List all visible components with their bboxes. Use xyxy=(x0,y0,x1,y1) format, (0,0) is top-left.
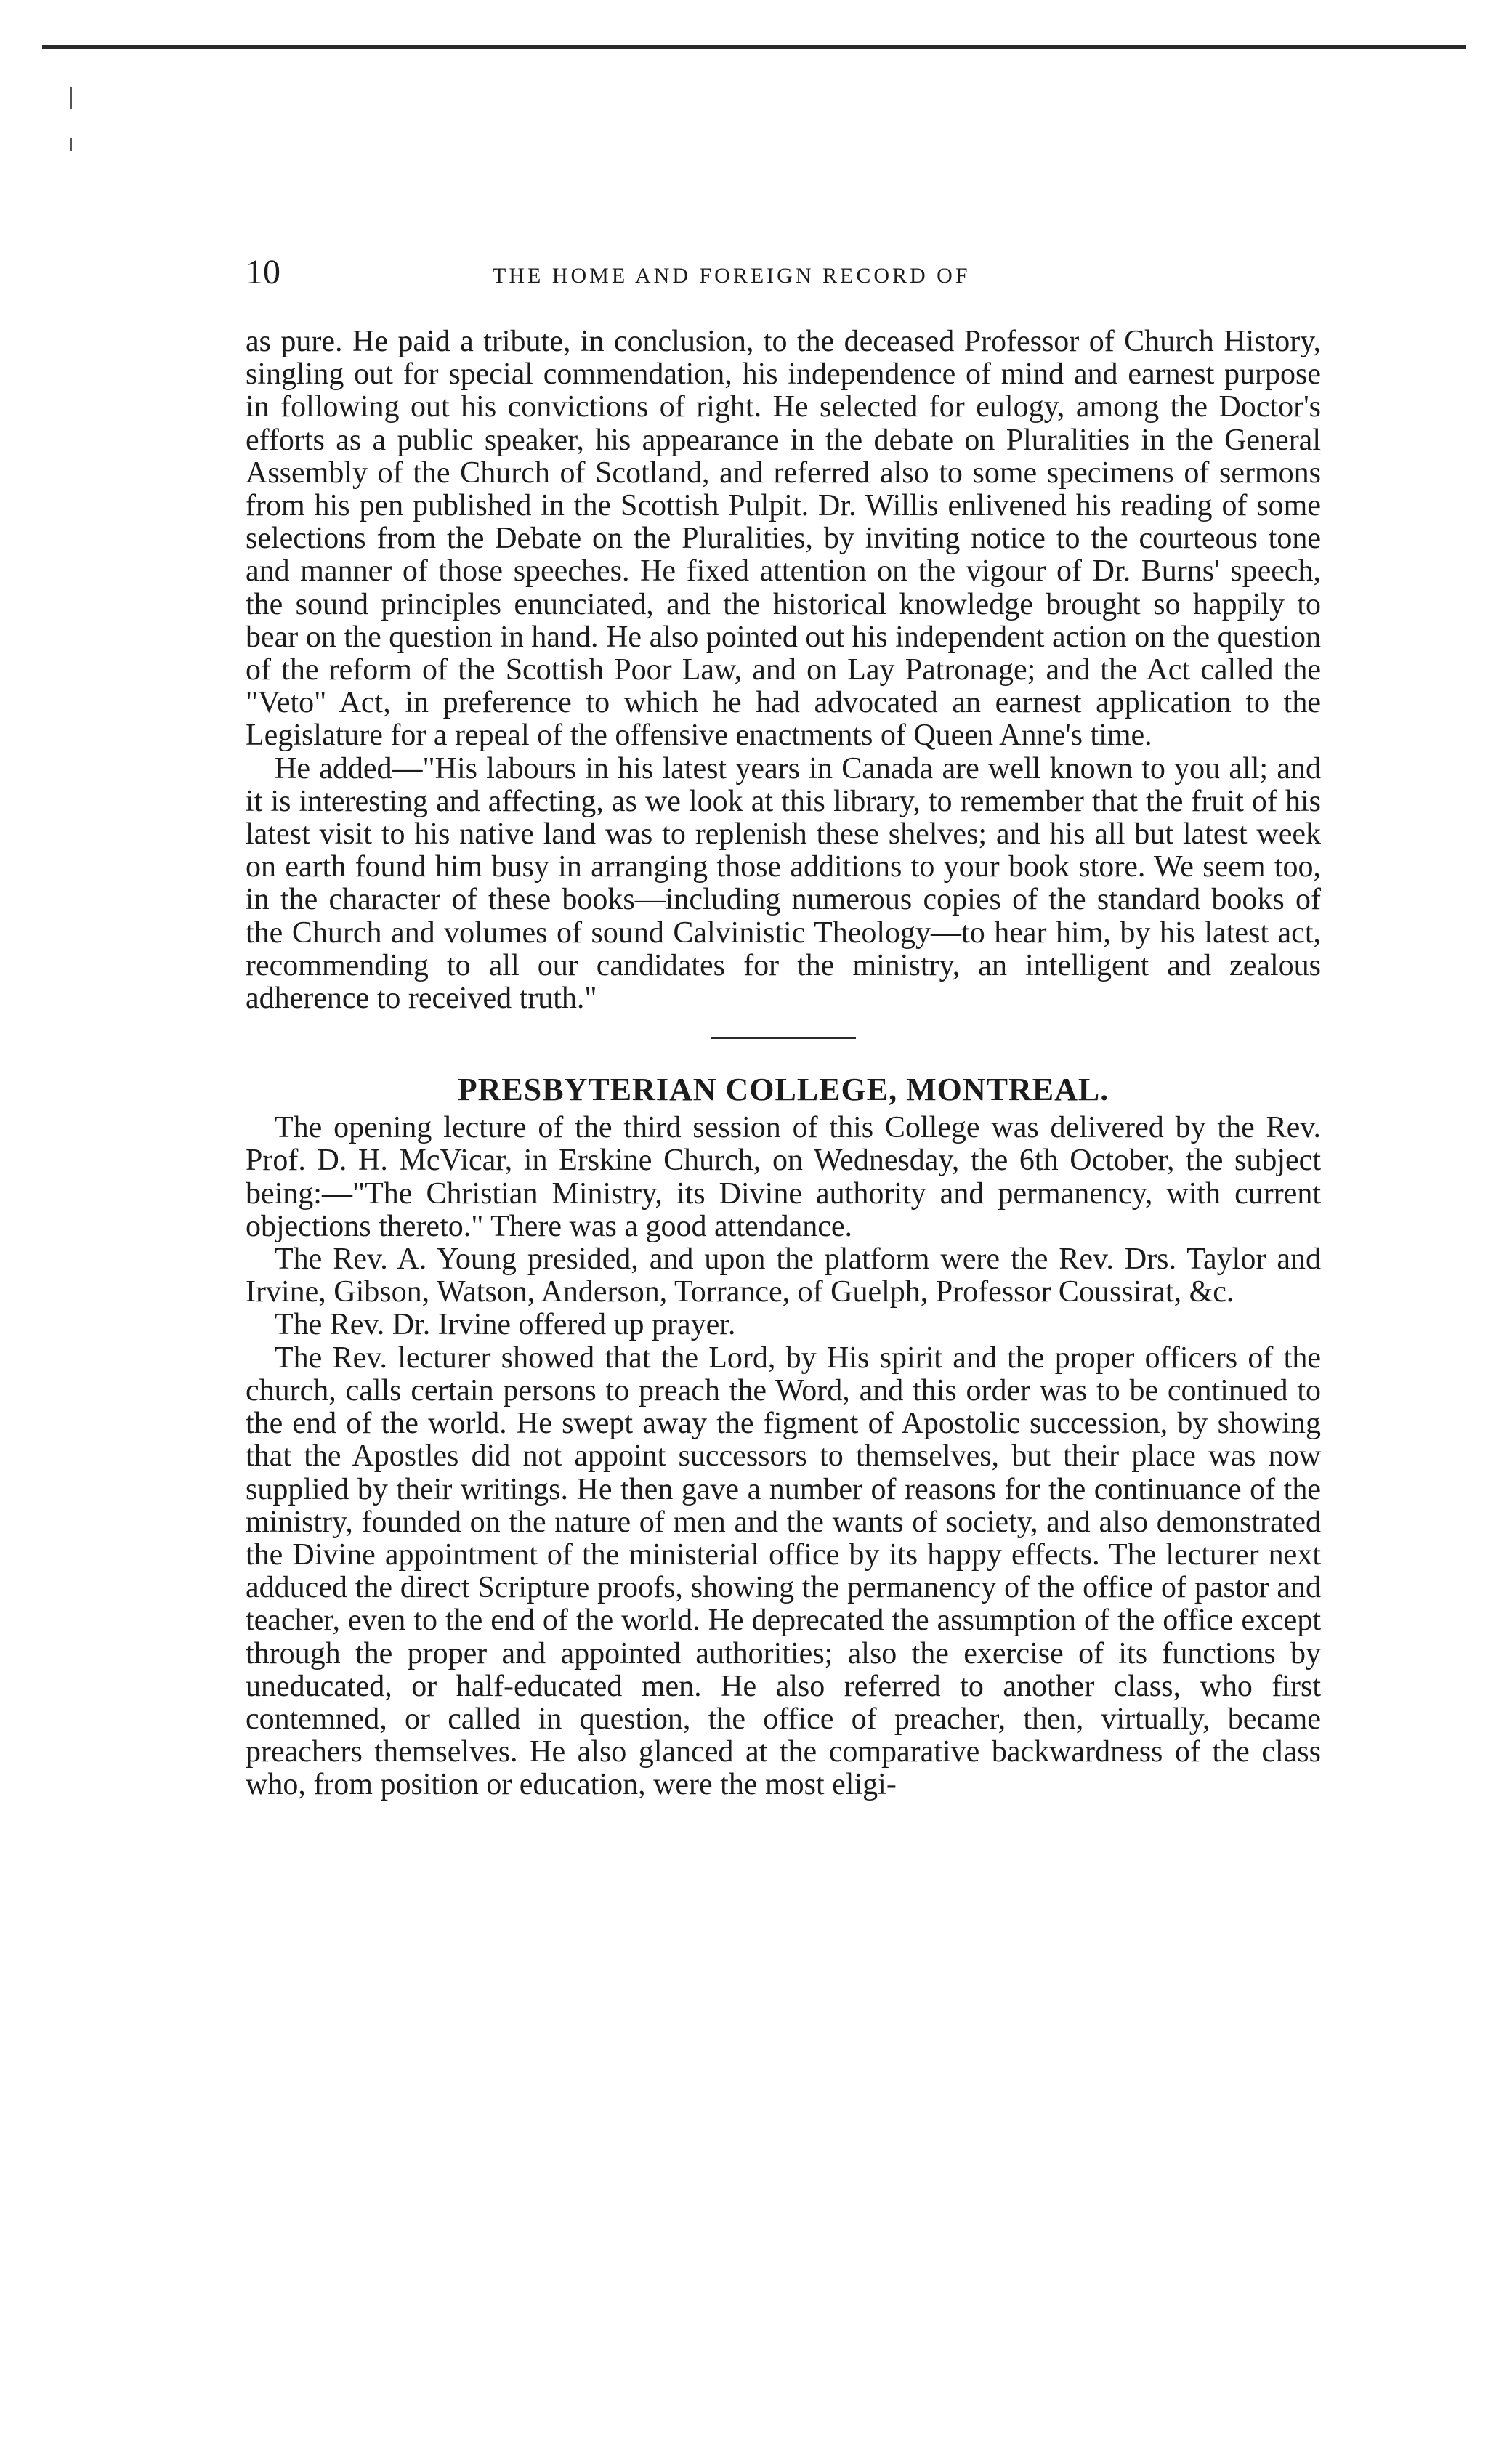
section-title: PRESBYTERIAN COLLEGE, MONTREAL. xyxy=(457,1072,1109,1108)
body-paragraph: The Rev. A. Young presided, and upon the platform were the Rev. Drs. Taylor and Irvine, Gibson, Watson, Anderson, Torrance, of Guelph, Professor Coussirat, &c. xyxy=(246,1242,1321,1309)
section-divider xyxy=(711,1037,856,1039)
top-border-rule xyxy=(42,45,1466,49)
page-body xyxy=(246,326,1321,1802)
body-paragraph: He added—"His labours in his latest years in Canada are well known to you all; and it is interesting and affecting, as we look at this library, to remember that the fruit of his latest visit to his native land was to replenish these shelves; and his all but latest week on earth found him busy in arranging those additions to your book store. We seem too, in the character of these books—including numerous copies of the standard books of the Church and volumes of sound Calvinistic Theology—to hear him, by his latest act, recommending to all our candidates for the ministry, an intelligent and zealous adherence to received truth." xyxy=(246,751,1321,1016)
margin-mark xyxy=(70,138,72,151)
body-paragraph: The opening lecture of the third session of this College was delivered by the Rev. Prof. D. H. McVicar, in Erskine Church, on Wednesday, the 6th October, the subject being:—"The Christian Ministry, its Divine authority and permanency, with current objections thereto." There was a good attendance. xyxy=(246,1111,1321,1243)
page-number: 10 xyxy=(246,253,280,291)
body-paragraph: as pure. He paid a tribute, in conclusion, to the deceased Professor of Church History, singling out for special commendation, his independence of mind and earnest purpose in following out his convictions of right. He selected for eulogy, among the Doctor's efforts as a public speaker, his appearance in the debate on Pluralities in the General Assembly of the Church of Scotland, and referred also to some specimens of sermons from his pen published in the Scottish Pulpit. Dr. Willis enlivened his reading of some selections from the Debate on the Pluralities, by inviting notice to the courteous tone and manner of those speeches. He fixed attention on the vigour of Dr. Burns' speech, the sound principles enunciated, and the historical knowledge brought so happily to bear on the question in hand. He also pointed out his independent action on the question of the reform of the Scottish Poor Law, and on Lay Patronage; and the Act called the "Veto" Act, in preference to which he had advocated an earnest application to the Legislature for a repeal of the offensive enactments of Queen Anne's time. xyxy=(246,325,1321,753)
running-head: THE HOME AND FOREIGN RECORD OF xyxy=(493,264,971,288)
body-paragraph: The Rev. Dr. Irvine offered up prayer. xyxy=(275,1308,736,1342)
body-paragraph: The Rev. lecturer showed that the Lord, by His spirit and the proper officers of the church, calls certain persons to preach the Word, and this order was to be continued to the end of the world. He swept away the figment of Apostolic succession, by showing that the Apostles did not appoint successors to themselves, but their place was now supplied by their writings. He then gave a number of reasons for the continuance of the ministry, founded on the nature of men and the wants of society, and also demonstrated the Divine appointment of the ministerial office by its happy effects. The lecturer next adduced the direct Scripture proofs, showing the permanency of the office of pastor and teacher, even to the end of the world. He deprecated the assumption of the office except through the proper and appointed authorities; also the exercise of its functions by uneducated, or half-educated men. He also referred to another class, who first contemned, or called in question, the office of preacher, then, virtually, became preachers themselves. He also glanced at the comparative backwardness of the class who, from position or education, were the most eligi- xyxy=(246,1341,1321,1802)
page-header xyxy=(246,251,1314,302)
margin-mark xyxy=(70,87,72,109)
